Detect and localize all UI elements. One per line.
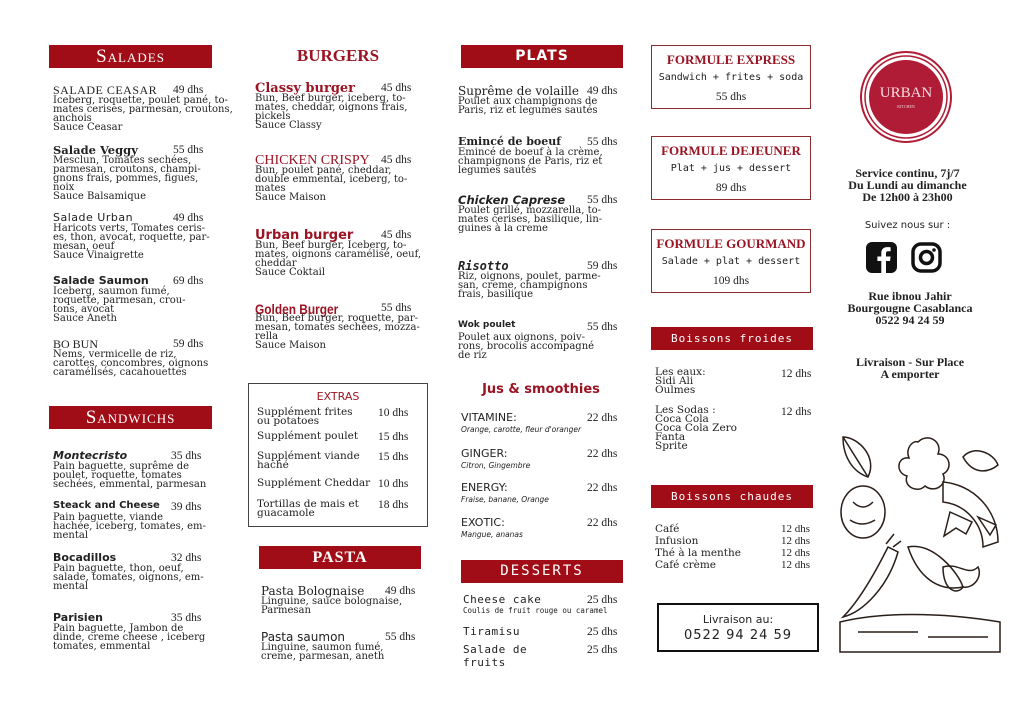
plats-item-name: Wok poulet xyxy=(458,320,516,330)
salades-item-desc-line: roquette, parmesan, crou- xyxy=(53,295,186,306)
burgers-header: BURGERS xyxy=(296,46,380,65)
formule-content: Sandwich + frites + soda xyxy=(658,72,804,83)
follow-label: Suivez nous sur : xyxy=(864,220,951,231)
desserts-item-name: Cheese cake xyxy=(463,593,542,606)
plats-item-desc xyxy=(458,333,594,360)
boissons-chaudes-price: 12 dhs xyxy=(781,523,811,535)
plats-item-desc-line: Riz, oignons, poulet, parme- xyxy=(458,271,601,282)
salades-item-desc-line: tons, avocat xyxy=(53,304,115,315)
urban-kitchen-logo xyxy=(859,50,953,144)
sandwichs-item-name: Montecristo xyxy=(53,449,128,462)
boissons-name-line: Les eaux: xyxy=(655,366,706,378)
plats-item-desc-line: rons, brocolis accompagné xyxy=(458,341,595,352)
plats-item-desc-line: champignons de Paris, riz et xyxy=(458,156,603,167)
plats-item-desc-line: Poulet aux oignons, poiv- xyxy=(458,332,585,343)
salades-item-desc-line: Sauce Vinaigrette xyxy=(53,250,144,261)
pasta-item-desc xyxy=(261,643,384,661)
salades-item-price: 55 dhs xyxy=(173,144,204,156)
sandwichs-item-name: Steack and Cheese xyxy=(53,500,160,511)
address-phone: 0522 94 24 59 xyxy=(875,313,945,327)
jus-item-desc-line: Citron, Gingembre xyxy=(461,461,531,470)
burgers-item-desc xyxy=(255,241,421,277)
formule-price: 55 dhs xyxy=(715,91,747,103)
plats-item-desc xyxy=(458,97,598,115)
boissons-name-line: Coca Cola Zero xyxy=(655,422,737,434)
pasta-item-desc-line: Parmesan xyxy=(261,605,311,616)
plats-item-desc-line: Emincé de boeuf à la crème, xyxy=(458,147,603,158)
sandwichs-item-desc-line: poulet, roquette, tomates xyxy=(53,470,182,481)
burgers-item-desc-line: cheddar xyxy=(255,258,297,269)
salades-item-desc-line: gnons frais, pommes, figues, xyxy=(53,173,199,184)
salades-item-desc-line: mesan, oeuf xyxy=(53,241,115,252)
boissons-item-name xyxy=(655,406,737,451)
plats-item-desc-line: san, creme, champignons xyxy=(458,280,588,291)
livraison-phone: 0522 94 24 59 xyxy=(683,628,793,643)
salades-item-desc xyxy=(53,350,208,377)
plats-item-desc-line: legumes sautés xyxy=(458,165,537,176)
salades-item-desc xyxy=(53,287,186,323)
plats-item-name: Suprême de volaille xyxy=(458,84,579,98)
desserts-item-price: 25 dhs xyxy=(587,644,618,656)
boissons-item-name xyxy=(655,368,706,395)
boissons-item-price: 12 dhs xyxy=(781,368,812,380)
plats-item-desc-line: Paris, riz et legumes sautés xyxy=(458,105,598,116)
salades-item-desc-line: Haricots verts, Tomates ceris- xyxy=(53,223,206,234)
sandwichs-item-desc-line: Pain baguette, thon, oeuf, xyxy=(53,563,184,574)
burgers-item-name: Classy burger xyxy=(255,81,356,96)
pasta-item-desc-line: Linguine, sauce bolognaise, xyxy=(261,596,403,607)
burgers-item-desc-line: Bun, Beef burger, roquette, par- xyxy=(255,313,419,324)
jus-item-price: 22 dhs xyxy=(587,412,618,424)
hours-line: Service continu, 7j/7 xyxy=(855,166,960,180)
burgers-item-desc-line: Sauce Classy xyxy=(255,120,322,131)
extras-item-name xyxy=(257,452,360,470)
plats-item-price: 59 dhs xyxy=(587,260,618,272)
sandwichs-item-desc-line: dinde, creme cheese , iceberg xyxy=(53,632,206,643)
salades-header: Salades xyxy=(49,45,212,68)
plats-item-name: Chicken Caprese xyxy=(458,193,566,207)
jus-item-desc xyxy=(461,495,549,504)
burgers-item-price: 45 dhs xyxy=(381,229,412,241)
plats-item-desc-line: mates cerises, basilique, lin- xyxy=(458,214,603,225)
plats-item-desc xyxy=(458,206,602,233)
desserts-item-name: Salade de fruits xyxy=(463,643,528,669)
extras-name-line: Supplément frites xyxy=(257,406,353,418)
extras-item-name xyxy=(257,500,359,518)
boissons-froides-header: Boissons froides xyxy=(651,327,813,350)
salades-item-desc-line: Nems, vermicelle de riz, xyxy=(53,349,177,360)
salades-item-desc-line: Sauce Aneth xyxy=(53,313,117,324)
salades-item-desc-line: Mesclun, Tomates sechées, xyxy=(53,155,192,166)
desserts-item-desc-line: Coulis de fruit rouge ou caramel xyxy=(463,606,608,615)
salades-item-desc-line: Sauce Ceasar xyxy=(53,122,123,133)
plats-header: PLATS xyxy=(461,45,623,68)
extras-item-name xyxy=(257,432,358,441)
jus-item-name: VITAMINE: xyxy=(461,411,517,424)
extras-name-line: Supplément poulet xyxy=(257,430,359,442)
formule-box xyxy=(651,229,811,293)
burgers-item-desc xyxy=(255,314,420,350)
formule-box xyxy=(651,45,811,109)
address-line: Bourgougne Casablanca xyxy=(847,301,973,315)
salades-item-name: Salade Saumon xyxy=(53,274,149,287)
extras-name-line: Supplément viande xyxy=(257,450,360,462)
salades-item-name: BO BUN xyxy=(53,337,99,351)
facebook-icon[interactable] xyxy=(866,242,897,278)
extras-item-name xyxy=(257,408,353,426)
sandwichs-item-desc-line: Pain baguette, viande xyxy=(53,512,164,523)
salades-item-desc-line: parmesan, croutons, champi- xyxy=(53,164,201,175)
burgers-item-price: 45 dhs xyxy=(381,82,412,94)
salades-item-price: 49 dhs xyxy=(173,212,204,224)
sandwichs-item-price: 35 dhs xyxy=(171,450,202,462)
logo-name: URBAN xyxy=(879,85,933,101)
extras-item-price: 10 dhs xyxy=(378,478,409,490)
salades-item-desc-line: noix xyxy=(53,182,75,193)
sandwichs-item-desc-line: mental xyxy=(53,581,89,592)
burgers-item-desc-line: pickels xyxy=(255,111,291,122)
livraison-box xyxy=(657,603,819,652)
salades-item-desc xyxy=(53,96,233,132)
desserts-header: DESSERTS xyxy=(461,560,623,583)
burgers-item-desc-line: Sauce Coktail xyxy=(255,267,326,278)
plats-item-price: 55 dhs xyxy=(587,321,618,333)
formule-price: 89 dhs xyxy=(715,182,747,194)
jus-item-desc xyxy=(461,461,530,470)
plats-item-desc-line: Poulet grillé, mozzarella, to- xyxy=(458,205,601,216)
sandwichs-item-desc xyxy=(53,513,206,540)
plats-item-desc-line: guines à la creme xyxy=(458,223,548,234)
pasta-item-price: 55 dhs xyxy=(385,631,416,643)
pasta-item-desc-line: Linguine, saumon fumé, xyxy=(261,642,384,653)
salades-item-desc xyxy=(53,224,210,260)
boissons-name-line: Les Sodas : xyxy=(655,404,716,416)
pasta-item-name: Pasta Bolognaise xyxy=(261,584,365,598)
salades-item-name: Salade Urban xyxy=(53,211,134,224)
boissons-name-line: Sidi Ali xyxy=(655,375,694,387)
burgers-item-desc-line: rella xyxy=(255,331,279,342)
boissons-chaudes-name: Thé à la menthe xyxy=(655,547,741,559)
burgers-item-desc-line: Sauce Maison xyxy=(255,340,326,351)
formule-price: 109 dhs xyxy=(712,275,750,287)
services-line: Livraison - Sur Place xyxy=(855,355,965,369)
sandwichs-item-desc-line: Pain baguette, suprême de xyxy=(53,461,190,472)
burgers-item-desc-line: Bun, poulet pané, cheddar, xyxy=(255,165,392,176)
boissons-chaudes-price: 12 dhs xyxy=(781,535,811,547)
salades-item-price: 69 dhs xyxy=(173,275,204,287)
logo-sub: KITCHEN xyxy=(897,104,915,109)
extras-item-price: 18 dhs xyxy=(378,499,409,511)
boissons-chaudes-price: 12 dhs xyxy=(781,547,811,559)
sandwichs-item-desc-line: Pain baguette, Jambon de xyxy=(53,623,184,634)
extras-item-price: 15 dhs xyxy=(378,431,409,443)
sandwichs-item-desc-line: mental xyxy=(53,530,89,541)
boissons-name-line: Oulmes xyxy=(655,384,696,396)
plats-item-desc-line: Poulet aux champignons de xyxy=(458,96,598,107)
extras-name-line: ou potatoes xyxy=(257,415,320,427)
jus-item-desc-line: Orange, carotte, fleur d'oranger xyxy=(461,425,582,434)
extras-title: EXTRAS xyxy=(316,390,360,403)
jus-item-desc xyxy=(461,425,581,434)
boissons-chaudes-name: Café xyxy=(655,523,680,535)
salades-item-price: 49 dhs xyxy=(173,84,204,96)
sandwichs-item-desc-line: tomates, emmental xyxy=(53,641,151,652)
sandwichs-item-name: Parisien xyxy=(53,611,103,624)
salades-item-price: 59 dhs xyxy=(173,338,204,350)
pasta-header: PASTA xyxy=(259,546,421,569)
hours-line: De 12h00 à 23h00 xyxy=(862,190,953,204)
burgers-item-desc-line: Bun, Beef burger, iceberg, to- xyxy=(255,93,406,104)
plats-item-desc-line: de riz xyxy=(458,350,487,361)
extras-item-price: 10 dhs xyxy=(378,407,409,419)
extras-name-line: haché xyxy=(257,459,289,471)
burgers-item-desc-line: mesan, tomates sechées, mozza- xyxy=(255,322,420,333)
sandwichs-item-desc-line: sechées, emmental, parmesan xyxy=(53,479,207,490)
formule-title: FORMULE DEJEUNER xyxy=(661,143,801,158)
burgers-item-name: CHICKEN CRISPY xyxy=(255,153,370,168)
extras-name-line: Supplément Cheddar xyxy=(257,477,371,489)
sandwichs-item-desc xyxy=(53,564,204,591)
burgers-item-price: 45 dhs xyxy=(381,154,412,166)
desserts-item-name: Tiramisu xyxy=(463,625,520,638)
salades-item-name: Salade Veggy xyxy=(53,143,138,157)
plats-item-desc-line: frais, basilique xyxy=(458,289,533,300)
instagram-icon[interactable] xyxy=(911,242,942,278)
jus-item-desc-line: Mangue, ananas xyxy=(461,530,523,539)
services xyxy=(835,356,985,380)
extras-item-price: 15 dhs xyxy=(378,451,409,463)
burgers-item-desc-line: double emmental, iceberg, to- xyxy=(255,174,408,185)
boissons-item-price: 12 dhs xyxy=(781,406,812,418)
formule-content: Plat + jus + dessert xyxy=(670,163,792,174)
sandwichs-item-desc-line: hachée, iceberg, tomates, em- xyxy=(53,521,206,532)
plats-item-price: 55 dhs xyxy=(587,136,618,148)
pasta-item-desc-line: creme, parmesan, aneth xyxy=(261,651,385,662)
sandwichs-item-desc xyxy=(53,462,206,489)
salades-item-desc-line: es, thon, avocat, roquette, par- xyxy=(53,232,210,243)
services-line: A emporter xyxy=(880,367,940,381)
pasta-item-name: Pasta saumon xyxy=(261,630,346,644)
jus-item-price: 22 dhs xyxy=(587,448,618,460)
jus-item-desc-line: Fraise, banane, Orange xyxy=(461,495,549,504)
burgers-item-desc-line: mates xyxy=(255,183,286,194)
pasta-item-price: 49 dhs xyxy=(385,585,416,597)
boissons-name-line: Coca Cola xyxy=(655,413,709,425)
jus-item-name: EXOTIC: xyxy=(461,516,505,529)
salades-item-desc-line: Iceberg, saumon fumé, xyxy=(53,286,170,297)
salades-item-desc-line: Sauce Balsamique xyxy=(53,191,146,202)
formule-title: FORMULE EXPRESS xyxy=(666,52,796,67)
salades-item-desc-line: anchois xyxy=(53,113,92,124)
salades-item-name: SALADE CEASAR xyxy=(53,83,158,97)
salades-item-desc-line: Iceberg, roquette, poulet pané, to- xyxy=(53,95,228,106)
sandwichs-item-price: 32 dhs xyxy=(171,552,202,564)
hours xyxy=(835,167,980,203)
sandwichs-header: Sandwichs xyxy=(49,406,212,429)
extras-name-line: Tortillas de mais et xyxy=(257,498,359,510)
plats-item-name: Risotto xyxy=(458,259,509,273)
extras-name-line: guacamole xyxy=(257,507,315,519)
jus-item-price: 22 dhs xyxy=(587,517,618,529)
burgers-item-desc-line: mates, oignons caramélisé, oeuf, xyxy=(255,249,422,260)
salades-item-desc xyxy=(53,156,201,201)
salades-item-desc-line: caramélisés, cacahouettes xyxy=(53,367,187,378)
jus-item-price: 22 dhs xyxy=(587,482,618,494)
boissons-name-line: Fanta xyxy=(655,431,686,443)
food-sketch-illustration xyxy=(838,432,1006,654)
boissons-chaudes-price: 12 dhs xyxy=(781,559,811,571)
desserts-item-desc xyxy=(463,606,608,615)
boissons-chaudes-name: Café crème xyxy=(655,559,717,571)
burgers-item-desc xyxy=(255,94,407,130)
jus-item-name: GINGER: xyxy=(461,447,508,460)
salades-item-desc-line: carottes, concombres, oignons xyxy=(53,358,209,369)
burgers-item-price: 55 dhs xyxy=(381,302,412,314)
plats-item-desc xyxy=(458,272,601,299)
sandwichs-item-name: Bocadillos xyxy=(53,551,117,564)
desserts-item-price: 25 dhs xyxy=(587,626,618,638)
jus-header: Jus & smoothies xyxy=(482,382,600,397)
formule-box xyxy=(651,136,811,200)
burgers-item-desc-line: Bun, Beef burger, Iceberg, to- xyxy=(255,240,407,251)
pasta-item-desc xyxy=(261,597,402,615)
sandwichs-item-price: 35 dhs xyxy=(171,612,202,624)
boissons-name-line: Sprite xyxy=(655,440,688,452)
formule-content: Salade + plat + dessert xyxy=(661,256,801,267)
burgers-item-name: Golden Burger xyxy=(255,301,339,317)
burgers-item-desc-line: mates, cheddar, oignons frais, xyxy=(255,102,408,113)
plats-item-price: 55 dhs xyxy=(587,194,618,206)
address-line: Rue ibnou Jahir xyxy=(868,289,952,303)
livraison-label: Livraison au: xyxy=(702,613,774,626)
salades-item-desc-line: mates cerises, parmesan, croutons, xyxy=(53,104,233,115)
formule-title: FORMULE GOURMAND xyxy=(656,236,806,251)
desserts-item-price: 25 dhs xyxy=(587,594,618,606)
extras-box xyxy=(248,383,428,527)
plats-item-name: Emincé de boeuf xyxy=(458,135,562,148)
hours-line: Du Lundi au dimanche xyxy=(848,178,967,192)
burgers-item-name: Urban burger xyxy=(255,228,354,243)
boissons-chaudes-name: Infusion xyxy=(655,535,699,547)
extras-item-name xyxy=(257,479,370,488)
sandwichs-item-desc xyxy=(53,624,205,651)
jus-item-desc xyxy=(461,530,523,539)
sandwichs-item-price: 39 dhs xyxy=(171,501,202,513)
address xyxy=(835,290,985,326)
boissons-chaudes-header: Boissons chaudes xyxy=(651,485,813,508)
jus-item-name: ENERGY: xyxy=(461,481,508,494)
sandwichs-item-desc-line: salade, tomates, oignons, em- xyxy=(53,572,204,583)
plats-item-price: 49 dhs xyxy=(587,85,618,97)
plats-item-desc xyxy=(458,148,603,175)
burgers-item-desc xyxy=(255,166,407,202)
burgers-item-desc-line: Sauce Maison xyxy=(255,192,326,203)
